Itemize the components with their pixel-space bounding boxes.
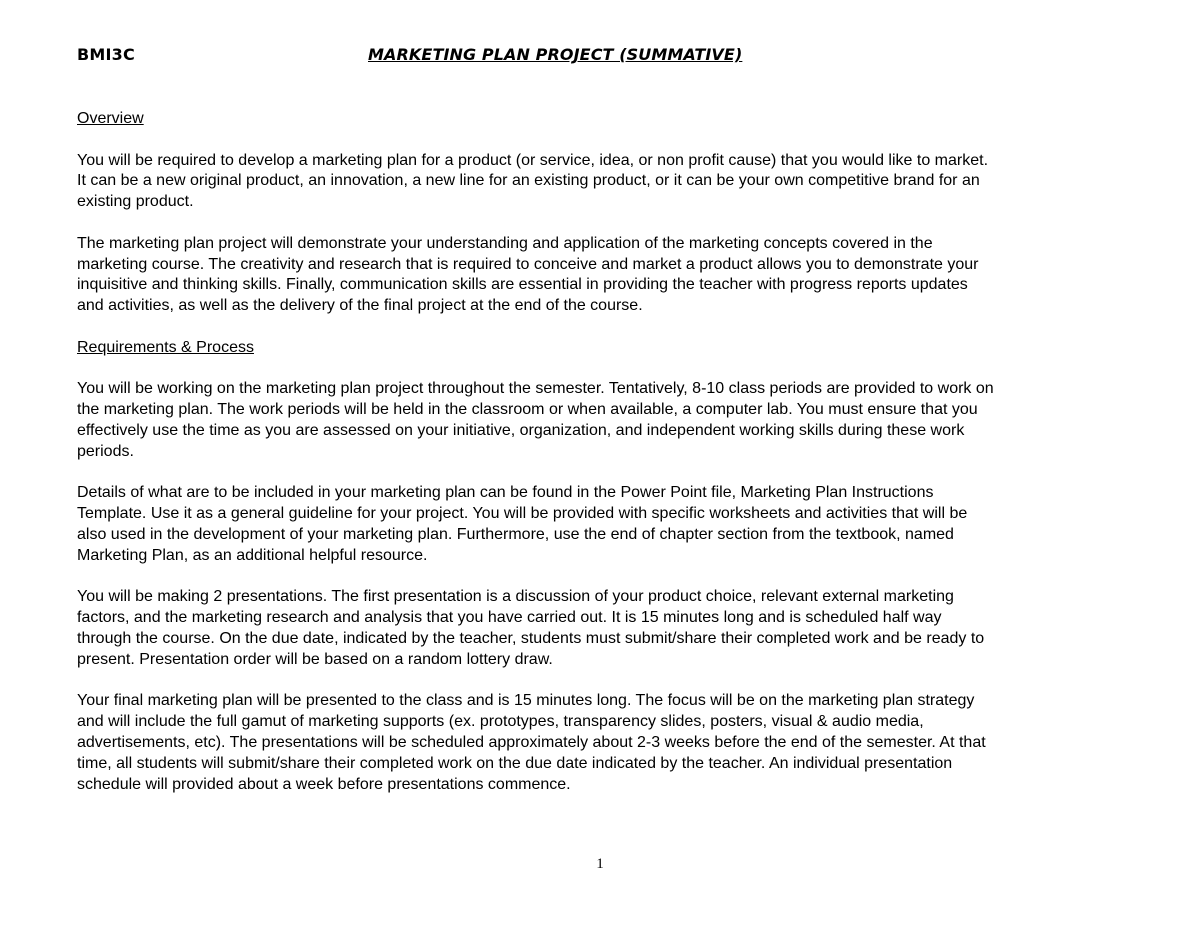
document-title: MARKETING PLAN PROJECT (SUMMATIVE) — [368, 45, 743, 64]
spacer — [77, 567, 1137, 588]
spacer — [77, 359, 1137, 380]
requirements-paragraph-1: You will be working on the marketing plan project throughout the semester. Tentatively, 8-10 class periods are provided to work on the marketing plan. The work periods will be held in the classroom or when available, a computer lab. You must ensure that you effectively use the time as you are assessed on your initiative, organization, and independent working skills during these work periods. — [77, 380, 994, 460]
requirements-heading: Requirements & Process — [77, 338, 254, 356]
spacer — [77, 317, 1137, 338]
requirements-paragraph-4: Your final marketing plan will be presented to the class and is 15 minutes long. The focus will be on the marketing plan strategy and will include the full gamut of marketing supports (ex. prototypes, transparency slides, posters, visual & audio media, advertisements, etc). The presentations will be scheduled approximately about 2-3 weeks before the end of the semester. At that time, all students will submit/share their completed work on the due date indicated by the teacher. An individual presentation schedule will provided about a week before presentations commence. — [77, 692, 986, 793]
spacer — [77, 213, 1137, 234]
overview-heading: Overview — [77, 110, 144, 127]
overview-paragraph-1: You will be required to develop a marketing plan for a product (or service, idea, or non profit cause) that you would like to market. It can be a new original product, an innovation, a new line for an existing product, or it can be your own competitive brand for an existing product. — [77, 151, 989, 211]
document-body — [77, 109, 1137, 795]
spacer — [77, 463, 1137, 484]
overview-paragraph-2: The marketing plan project will demonstrate your understanding and application of the marketing concepts covered in the marketing course. The creativity and research that is required to conceive and market a product allows you to demonstrate your inquisitive and thinking skills. Finally, communication skills are essential in providing the teacher with progress reports updates and activities, as well as the delivery of the final project at the end of the course. — [77, 234, 979, 315]
course-code: BMI3C — [77, 45, 135, 64]
spacer — [77, 671, 1137, 692]
page-number: 1 — [596, 856, 604, 872]
requirements-paragraph-2: Details of what are to be included in your marketing plan can be found in the Power Point file, Marketing Plan Instructions Template. Use it as a general guideline for your project. You will be provided with specific worksheets and activities that will be also used in the development of your marketing plan. Furthermore, use the end of chapter section from the textbook, named Marketing Plan, as an additional helpful resource. — [77, 484, 968, 564]
requirements-paragraph-3: You will be making 2 presentations. The first presentation is a discussion of your product choice, relevant external marketing factors, and the marketing research and analysis that you have carried out. It is 15 minutes long and is scheduled half way through the course. On the due date, indicated by the teacher, students must submit/share their completed work and be ready to present. Presentation order will be based on a random lottery draw. — [77, 588, 985, 668]
spacer — [77, 130, 1137, 151]
